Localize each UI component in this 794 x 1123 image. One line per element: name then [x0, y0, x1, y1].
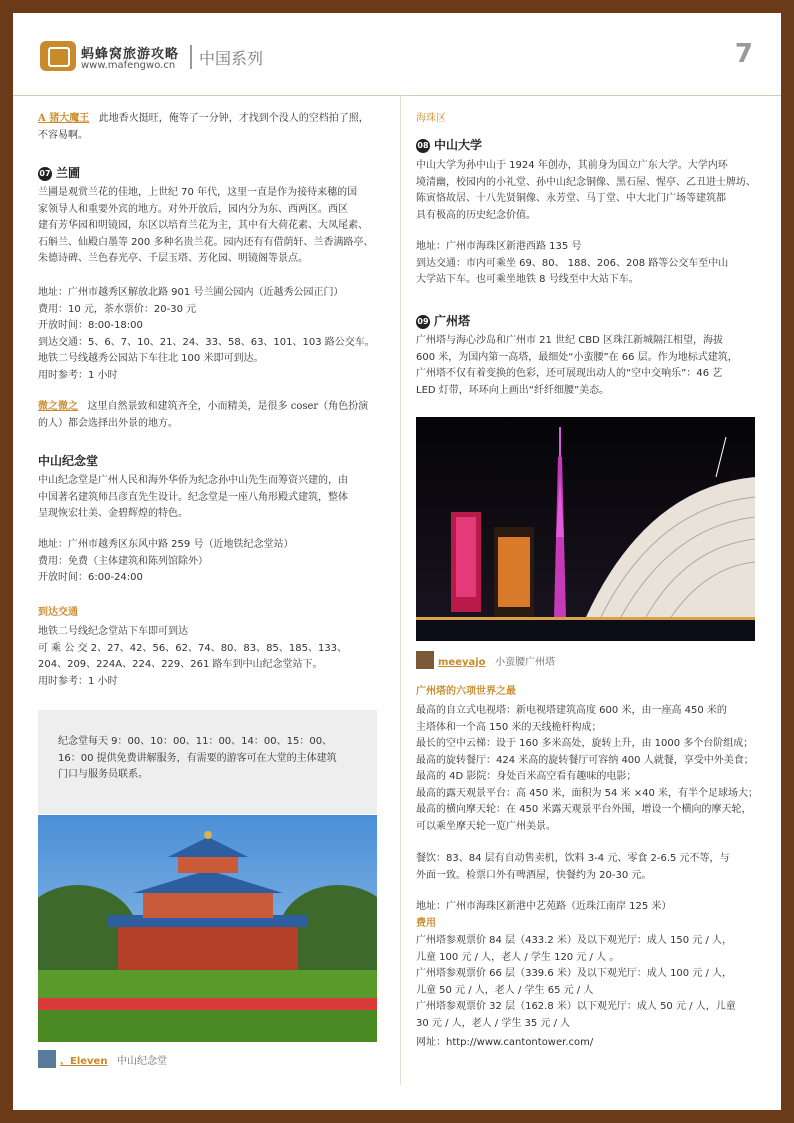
desc-line: 呈现恢宏壮美、金碧辉煌的特色。	[38, 508, 188, 519]
section-title-canton-tower	[416, 313, 470, 330]
info-line: 到达交通：市内可乘坐 69、80、 188、206、208 路等公交车至中山	[416, 257, 729, 269]
series-title: 中国系列	[199, 49, 264, 68]
info-line: 地址：广州市越秀区东风中路 259 号（近地铁纪念堂站）	[38, 539, 294, 550]
info-line: 开放时间：6:00-24:00	[38, 572, 143, 583]
quote-text: 这里自然景致和建筑齐全，小而精美，是很多 coser（角色扮演	[87, 401, 369, 412]
sysu-description	[416, 158, 761, 224]
transport-line: 204、209、224A、224、229、261 路车到中山纪念堂站下。	[38, 659, 323, 670]
quote-text: 的人）都会选择出外景的地方。	[38, 417, 178, 429]
info-line: 开放时间：8:00-18:00	[38, 320, 143, 331]
record-line: 最高的自立式电视塔：新电视塔建筑高度 600 米，由一座高 450 米的	[416, 705, 727, 716]
tour-note-box	[38, 710, 377, 814]
canton-tower-photo-caption	[416, 651, 555, 669]
memorial-info	[38, 537, 383, 587]
records-list	[416, 703, 766, 835]
section-title-text: 广州塔	[434, 314, 471, 328]
dining-info	[416, 851, 766, 884]
avatar[interactable]	[416, 651, 434, 669]
desc-line: 石斛兰、仙殿白墨等 200 多种名贵兰花。园内还有有借荫轩、兰香满路亭、	[38, 236, 374, 248]
desc-line: 中国著名建筑师吕彦直先生设计。纪念堂是一座八角形殿式建筑，整体	[38, 491, 348, 503]
desc-line: 家领导人和重要外宾的地方。对外开放后，园内分为东、西两区。西区	[38, 203, 348, 215]
desc-line: 具有极高的历史纪念价值。	[416, 209, 536, 221]
quote-user[interactable]: A 猪大魔王	[38, 113, 90, 124]
canton-tower-address: 地址：广州市海珠区新港中艺苑路（近珠江南岸 125 米）	[416, 901, 672, 912]
memorial-photo[interactable]	[38, 815, 377, 1042]
section-title-text: 中山大学	[434, 138, 483, 152]
canton-tower-photo[interactable]	[416, 417, 755, 641]
section-title-sysu	[416, 137, 482, 154]
records-title: 广州塔的六项世界之最	[416, 686, 516, 697]
column-divider	[400, 95, 401, 1085]
info-line: 地址：广州市海珠区新港西路 135 号	[416, 241, 582, 252]
info-line: 费用：10 元，茶水票价：20-30 元	[38, 303, 197, 315]
fee-line: 广州塔参观票价 32 层（162.8 米）以下观光厅：成人 50 元 / 人，儿童	[416, 1001, 736, 1012]
photo-user[interactable]: meeyajo	[438, 657, 486, 668]
desc-line: 中山纪念堂是广州人民和海外华侨为纪念孙中山先生而筹资兴建的，由	[38, 475, 348, 486]
photo-caption-text: 中山纪念堂	[117, 1056, 168, 1067]
header-rule	[13, 95, 781, 96]
note-line: 16：00 提供免费讲解服务，有需要的游客可在大堂的主体建筑	[58, 752, 337, 764]
info-line: 费用：免费（主体建筑和陈列馆除外）	[38, 555, 208, 567]
tour-note-text	[58, 734, 363, 784]
record-line: 最高的露天观景平台：高 450 米，面积为 54 米 ×40 米，有半个足球场大；	[416, 787, 758, 799]
desc-line: 广州塔不仅有着变换的色彩，还可展现出动人的“空中交响乐”：46 艺	[416, 368, 723, 379]
sysu-info	[416, 239, 761, 289]
desc-line: 兰圃是观赏兰花的佳地，上世纪 70 年代，这里一直是作为接待来穗的国	[38, 187, 358, 198]
note-line: 门口与服务员联系。	[58, 769, 148, 780]
quote-user[interactable]: 微之微之	[38, 401, 78, 412]
quote-1	[38, 111, 383, 144]
info-line: 地铁二号线越秀公园站下车往北 100 米即可到达。	[38, 353, 264, 364]
fee-line: 广州塔参观票价 66 层（339.6 米）及以下观光厅：成人 100 元 / 人，	[416, 968, 733, 979]
page	[13, 13, 781, 1110]
fee-list	[416, 933, 766, 1032]
desc-line: 广州塔与海心沙岛和广州市 21 世纪 CBD 区珠江新城隔江相望，海拔	[416, 335, 723, 346]
quote-text: 此地香火挺旺，俺等了一分钟，才找到个没人的空档拍了照，	[98, 113, 369, 124]
note-line: 纪念堂每天 9：00、10：00、11：00、14：00、15：00、	[58, 736, 333, 747]
fee-line: 儿童 50 元 / 人，老人 / 学生 65 元 / 人	[416, 984, 594, 996]
page-number: 7	[734, 39, 753, 69]
transport-line: 地铁二号线纪念堂站下车即可到达	[38, 626, 188, 637]
transport-line: 用时参考：1 小时	[38, 675, 118, 687]
info-line: 大学站下车。也可乘坐地铁 8 号线至中大站下车。	[416, 274, 639, 285]
info-line: 地址：广州市越秀区解放北路 901 号兰圃公园内（近越秀公园正门）	[38, 287, 344, 298]
memorial-transport	[38, 624, 383, 690]
record-line: 最高的旋转餐厅：424 米高的旋转餐厅可容纳 400 人就餐，享受中外美食；	[416, 754, 754, 766]
brand-url: www.mafengwo.cn	[81, 60, 176, 71]
record-line: 主塔体和一个高 150 米的天线桅杆构成；	[416, 721, 602, 733]
header	[13, 13, 781, 97]
section-title-lanpu	[38, 165, 80, 182]
section-number-badge: 09	[416, 315, 430, 329]
photo-caption-text: 小蛮腰广州塔	[495, 657, 556, 668]
lanpu-description	[38, 185, 383, 268]
photo-user[interactable]: 、Eleven	[60, 1056, 108, 1067]
record-line: 最长的空中云梯：设于 160 多米高处，旋转上升，由 1000 多个台阶组成；	[416, 738, 754, 749]
desc-line: 600 米，为国内第一高塔，最细处“小蛮腰”在 66 层。作为地标式建筑，	[416, 351, 738, 363]
transport-line: 可 乘 公 交 2、27、42、56、62、74、80、83、85、185、133、	[38, 642, 348, 654]
desc-line: 境清幽，校园内的小礼堂、孙中山纪念铜像、黑石屋、惺亭、乙丑进士牌坊、	[416, 176, 756, 188]
fee-line: 30 元 / 人，老人 / 学生 35 元 / 人	[416, 1017, 571, 1029]
quote-text: 不容易啊。	[38, 129, 88, 141]
transport-title: 到达交通	[38, 607, 78, 618]
memorial-photo-caption	[38, 1050, 167, 1068]
lanpu-info	[38, 285, 383, 384]
desc-line: 陈寅恪故居、十八先贤铜像、永芳堂、马丁堂、中大北门广场等建筑都	[416, 193, 726, 204]
record-line: 可以乘坐摩天轮一览广州美景。	[416, 820, 556, 832]
header-divider	[190, 45, 192, 69]
section-title-text: 兰圃	[56, 166, 81, 180]
fee-title: 费用	[416, 918, 436, 929]
district-label: 海珠区	[416, 113, 446, 124]
info-line: 用时参考：1 小时	[38, 369, 118, 381]
desc-line: 中山大学为孙中山于 1924 年创办，其前身为国立广东大学。大学内环	[416, 160, 728, 171]
record-line: 最高的横向摩天轮：在 450 米露天观景平台外围，增设一个横向的摩天轮，	[416, 804, 752, 815]
section-title-memorial: 中山纪念堂	[38, 454, 99, 468]
section-number-badge: 07	[38, 167, 52, 181]
mafengwo-logo-icon	[40, 41, 76, 71]
dining-line: 外面一致。检票口外有啤酒屋，快餐约为 20-30 元。	[416, 869, 652, 881]
info-line: 到达交通：5、6、7、10、21、24、33、58、63、101、103 路公交车。	[38, 336, 375, 348]
canton-tower-description	[416, 333, 761, 399]
section-number-badge: 08	[416, 139, 430, 153]
website-link[interactable]: 网址：http://www.cantontower.com/	[416, 1037, 594, 1048]
desc-line: 建有芳华园和明镜园，东区以培育兰花为主，其中有大荷花素、大凤尾素、	[38, 220, 368, 231]
quote-2	[38, 399, 383, 432]
avatar[interactable]	[38, 1050, 56, 1068]
dining-line: 餐饮：83、84 层有自动售卖机，饮料 3-4 元、零食 2-6.5 元不等，与	[416, 853, 730, 864]
fee-line: 广州塔参观票价 84 层（433.2 米）及以下观光厅：成人 150 元 / 人，	[416, 935, 733, 946]
brand-name: 蚂蜂窝旅游攻略	[81, 47, 180, 62]
record-line: 最高的 4D 影院：身处百米高空看有趣味的电影；	[416, 771, 637, 782]
fee-line: 儿童 100 元 / 人，老人 / 学生 120 元 / 人 。	[416, 951, 620, 963]
desc-line: LED 灯带，环环向上画出“纤纤细腰”美态。	[416, 384, 610, 396]
memorial-description	[38, 473, 383, 523]
desc-line: 朱德诗碑、兰色春光亭、千层玉塔、芳化园、明镜阁等景点。	[38, 253, 308, 264]
